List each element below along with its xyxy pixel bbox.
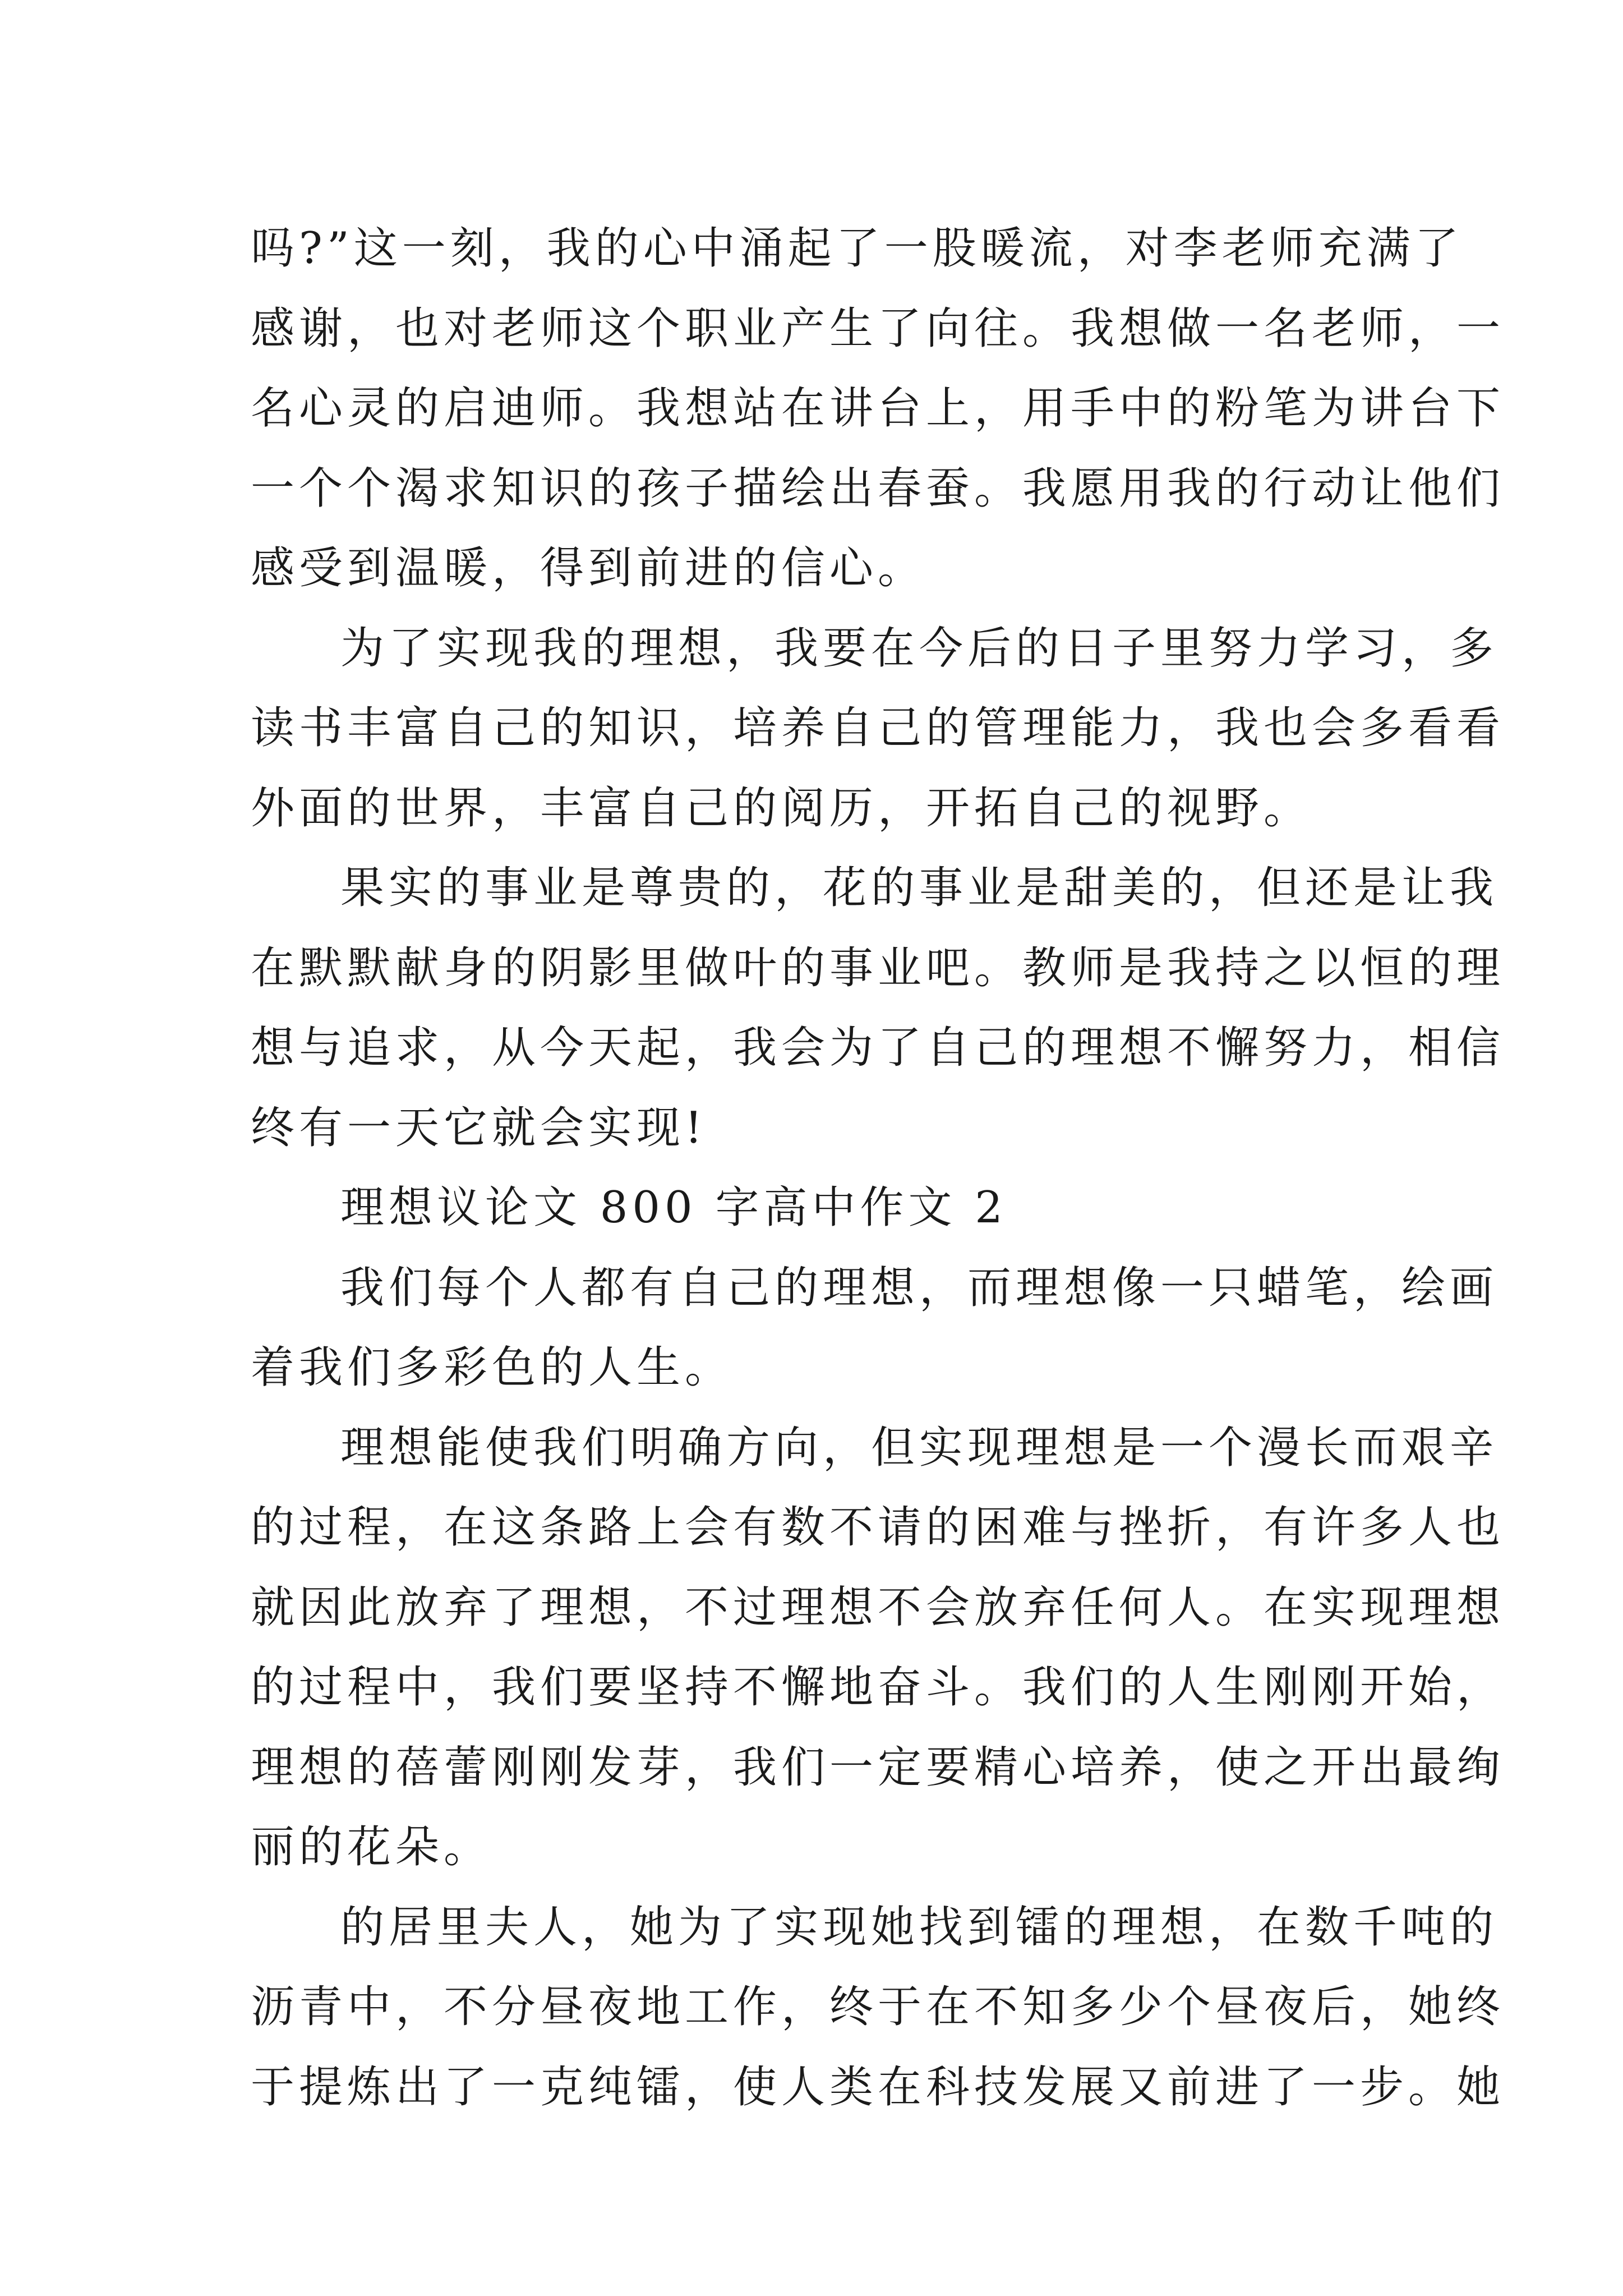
- text-line: 着我们多彩色的人生。: [251, 1342, 734, 1393]
- text-line: 沥青中，不分昼夜地工作，终于在不知多少个昼夜后，她终: [251, 1982, 1505, 2032]
- paragraph-first-line: 为了实现我的理想，我要在今后的日子里努力学习，多: [340, 623, 1498, 674]
- text-line: 想与追求，从今天起，我会为了自己的理想不懈努力，相信: [251, 1023, 1505, 1073]
- text-line: 吗?”这一刻，我的心中涌起了一股暖流，对李老师充满了: [251, 223, 1463, 274]
- essay-body: [251, 209, 1505, 2127]
- text-line: 于提炼出了一克纯镭，使人类在科技发展又前进了一步。她: [251, 2062, 1505, 2113]
- text-line: 名心灵的启迪师。我想站在讲台上，用手中的粉笔为讲台下: [251, 383, 1505, 434]
- text-line: 感谢，也对老师这个职业产生了向往。我想做一名老师，一: [251, 303, 1505, 354]
- text-line: 终有一天它就会实现!: [251, 1102, 707, 1153]
- text-line: 就因此放弃了理想，不过理想不会放弃任何人。在实现理想: [251, 1582, 1505, 1633]
- text-line: 外面的世界，丰富自己的阅历，开拓自己的视野。: [251, 783, 1312, 834]
- text-line: 理想的蓓蕾刚刚发芽，我们一定要精心培养，使之开出最绚: [251, 1742, 1505, 1793]
- text-line: 一个个渴求知识的孩子描绘出春蚕。我愿用我的行动让他们: [251, 463, 1505, 514]
- text-line: 读书丰富自己的知识，培养自己的管理能力，我也会多看看: [251, 703, 1505, 753]
- paragraph-first-line: 的居里夫人，她为了实现她找到镭的理想，在数千吨的: [340, 1902, 1498, 1953]
- section-heading: 理想议论文 800 字高中作文 2: [340, 1182, 1007, 1233]
- text-line: 感受到温暖，得到前进的信心。: [251, 543, 926, 593]
- text-line: 丽的花朵。: [251, 1822, 492, 1872]
- paragraph-first-line: 理想能使我们明确方向，但实现理想是一个漫长而艰辛: [340, 1422, 1498, 1473]
- paragraph-first-line: 果实的事业是尊贵的，花的事业是甜美的，但还是让我: [340, 863, 1498, 913]
- text-line: 在默默献身的阴影里做叶的事业吧。教师是我持之以恒的理: [251, 942, 1505, 993]
- paragraph-first-line: 我们每个人都有自己的理想，而理想像一只蜡笔，绘画: [340, 1262, 1498, 1313]
- text-line: 的过程中，我们要坚持不懈地奋斗。我们的人生刚刚开始，: [251, 1662, 1505, 1713]
- text-line: 的过程，在这条路上会有数不请的困难与挫折，有许多人也: [251, 1502, 1505, 1553]
